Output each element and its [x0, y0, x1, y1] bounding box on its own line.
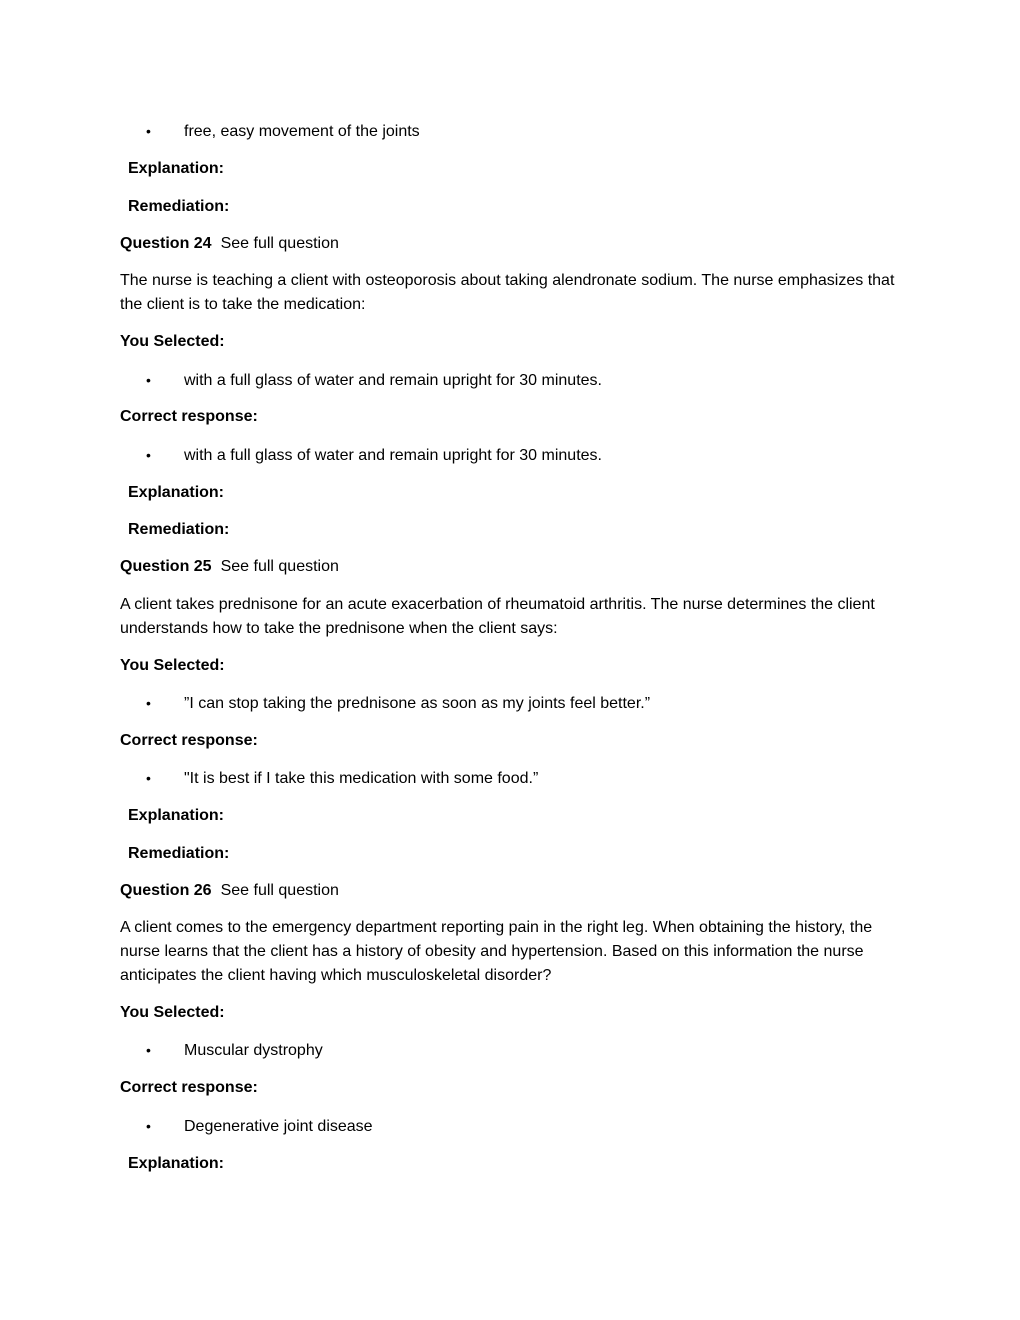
you-selected-label: You Selected:	[120, 1004, 225, 1021]
see-full-question-link[interactable]: See full question	[220, 882, 339, 899]
bullet-icon: •	[146, 123, 151, 139]
question-title: Question 24	[120, 235, 212, 252]
question-text: A client comes to the emergency department reporting pain in the right leg. When obtaining the history, the nurse learns that the client has a history of obesity and hypertension. Based on this information the nurse anticipates the client having which musculoskeletal disorder?	[120, 919, 873, 984]
question-text: The nurse is teaching a client with osteoporosis about taking alendronate sodium. The nurse emphasizes that the client is to take the medication:	[120, 272, 895, 313]
list-item	[146, 368, 602, 393]
correct-answer: Degenerative joint disease	[184, 1118, 373, 1135]
correct-response-label: Correct response:	[120, 732, 258, 749]
bullet-icon: •	[146, 1042, 151, 1058]
see-full-question-link[interactable]: See full question	[220, 558, 339, 575]
list-item	[146, 766, 538, 791]
remediation-label: Remediation:	[128, 198, 230, 215]
selected-answer: Muscular dystrophy	[184, 1042, 323, 1059]
answer-option: free, easy movement of the joints	[184, 123, 420, 140]
explanation-label: Explanation:	[128, 160, 225, 177]
list-item	[146, 443, 602, 468]
question-title: Question 25	[120, 558, 212, 575]
correct-answer: with a full glass of water and remain upright for 30 minutes.	[184, 447, 602, 464]
bullet-icon: •	[146, 770, 151, 786]
bullet-icon: •	[146, 447, 151, 463]
you-selected-label: You Selected:	[120, 333, 225, 350]
bullet-icon: •	[146, 695, 151, 711]
question-header	[120, 555, 339, 579]
remediation-label: Remediation:	[128, 521, 230, 538]
remediation-label: Remediation:	[128, 845, 230, 862]
question-text: A client takes prednisone for an acute exacerbation of rheumatoid arthritis. The nurse determines the client understands how to take the prednisone when the client says:	[120, 596, 875, 637]
explanation-label: Explanation:	[128, 484, 225, 501]
list-item	[146, 1038, 323, 1063]
correct-answer: "It is best if I take this medication with some food.”	[184, 770, 539, 787]
explanation-label: Explanation:	[128, 807, 225, 824]
list-item	[146, 1114, 373, 1139]
correct-response-label: Correct response:	[120, 408, 258, 425]
selected-answer: ”I can stop taking the prednisone as soon as my joints feel better.”	[184, 695, 651, 712]
list-item	[146, 119, 420, 144]
bullet-icon: •	[146, 372, 151, 388]
question-title: Question 26	[120, 882, 212, 899]
question-header	[120, 232, 339, 256]
explanation-label: Explanation:	[128, 1155, 225, 1172]
question-header	[120, 879, 339, 903]
you-selected-label: You Selected:	[120, 657, 225, 674]
see-full-question-link[interactable]: See full question	[220, 235, 339, 252]
bullet-icon: •	[146, 1118, 151, 1134]
list-item	[146, 691, 650, 716]
selected-answer: with a full glass of water and remain upright for 30 minutes.	[184, 372, 602, 389]
correct-response-label: Correct response:	[120, 1079, 258, 1096]
